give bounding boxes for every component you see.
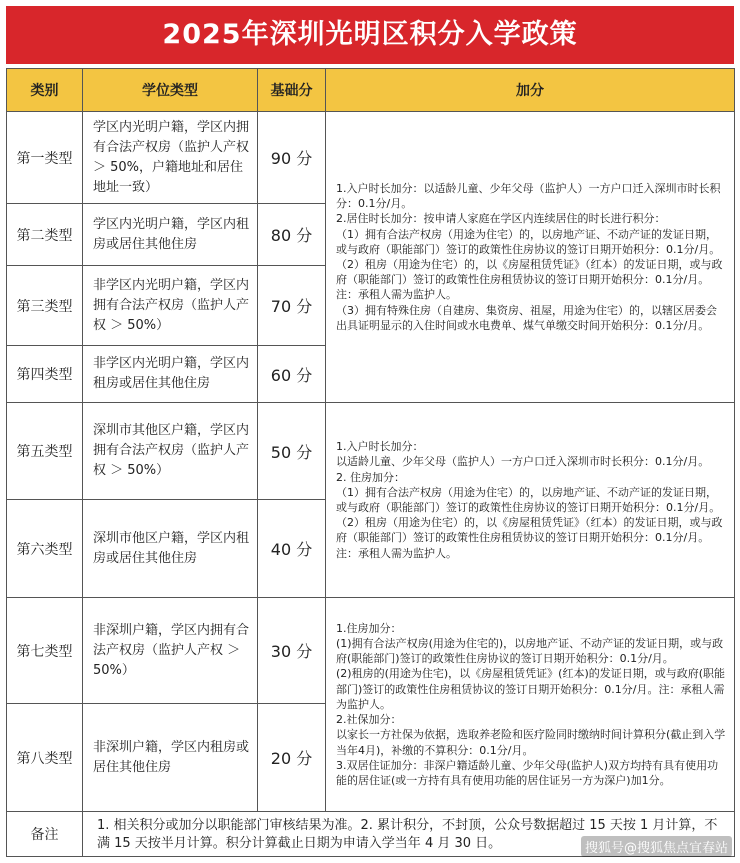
- row-degree-type: 非深圳户籍，学区内拥有合法产权房（监护人产权 ＞ 50%）: [83, 598, 258, 704]
- bonus-line: (1)拥有合法产权房(用途为住宅的)，以房地产证、不动产证的发证日期，或与政府(职能部门)签订的政策性住房协议的签订日期开始积分：0.1分/月。: [336, 637, 724, 666]
- bonus-group-3: [326, 598, 735, 812]
- note-text: 1. 相关积分或加分以职能部门审核结果为准。2. 累计积分，不封顶，公众号数据超过 15 天按 1 月计算，不满 15 天按半月计算。积分计算截止日期为申请入学当年 4 月 30 日。: [83, 812, 735, 857]
- row-category: 第五类型: [7, 403, 83, 500]
- bonus-group-1: [326, 112, 735, 403]
- row-category: 第八类型: [7, 704, 83, 812]
- bonus-line: 注：承租人需为监护人。: [336, 546, 457, 560]
- row-base-score: 30 分: [258, 598, 326, 704]
- row-category: 第二类型: [7, 204, 83, 266]
- table-header-row: [7, 69, 735, 112]
- bonus-line: 2.居住时长加分：按申请人家庭在学区内连续居住的时长进行积分：: [336, 212, 666, 226]
- bonus-line: （2）租房（用途为住宅）的，以《房屋租赁凭证》（红本）的发证日期，或与政府（职能部门）签订的政策性住房租赁协议的签订日期开始积分：0.1分/月。: [336, 516, 723, 545]
- bonus-line: （1）拥有合法产权房（用途为住宅）的，以房地产证、不动产证的发证日期，或与政府（职能部门）签订的政策性住房协议的签订日期开始积分：0.1分/月。: [336, 485, 721, 514]
- bonus-line: 1.住房加分：: [336, 621, 402, 635]
- row-base-score: 60 分: [258, 346, 326, 403]
- row-degree-type: 学区内光明户籍，学区内租房或居住其他住房: [83, 204, 258, 266]
- row-base-score: 80 分: [258, 204, 326, 266]
- table-row: [7, 403, 735, 500]
- bonus-line: （3）拥有特殊住房（自建房、集资房、祖屋，用途为住宅）的，以辖区居委会出具证明显示的入住时间或水电费单、煤气单缴交时间开始积分：0.1分/月。: [336, 303, 717, 332]
- watermark: 搜狐号@搜狐焦点宜春站: [581, 836, 732, 857]
- table-row: [7, 598, 735, 704]
- bonus-line: （2）租房（用途为住宅）的，以《房屋租赁凭证》（红本）的发证日期，或与政府（职能部门）签订的政策性住房租赁协议的签订日期开始积分：0.1分/月。: [336, 258, 723, 287]
- note-label: 备注: [7, 812, 83, 857]
- row-base-score: 20 分: [258, 704, 326, 812]
- row-degree-type: 非学区内光明户籍，学区内租房或居住其他住房: [83, 346, 258, 403]
- row-degree-type: 学区内光明户籍，学区内拥有合法产权房（监护人产权 ＞ 50%，户籍地址和居住地址一致）: [83, 112, 258, 204]
- row-degree-type: 非深圳户籍，学区内租房或居住其他住房: [83, 704, 258, 812]
- row-base-score: 40 分: [258, 500, 326, 598]
- header-category: 类别: [7, 69, 83, 112]
- bonus-line: 1.入户时长加分：以适龄儿童、少年父母（监护人）一方户口迁入深圳市时长积分：0.1分/月。: [336, 181, 721, 211]
- header-bonus: 加分: [326, 69, 735, 112]
- row-base-score: 90 分: [258, 112, 326, 204]
- bonus-line: 以适龄儿童、少年父母（监护人）一方户口迁入深圳市时长积分：0.1分/月。: [336, 455, 710, 469]
- header-base-score: 基础分: [258, 69, 326, 112]
- bonus-line: 注：承租人需为监护人。: [336, 288, 457, 302]
- bonus-line: (2)租房的(用途为住宅)，以《房屋租赁凭证》(红本)的发证日期，或与政府(职能部门)签订的政策性住房租赁协议的签订日期开始积分：0.1分/月。注：承租人需为监护人。: [336, 667, 726, 711]
- row-category: 第六类型: [7, 500, 83, 598]
- policy-table: [6, 68, 735, 857]
- bonus-group-2: [326, 403, 735, 598]
- row-category: 第三类型: [7, 266, 83, 346]
- header-degree-type: 学位类型: [83, 69, 258, 112]
- row-category: 第一类型: [7, 112, 83, 204]
- bonus-line: 以家长一方社保为依据，选取养老险和医疗险同时缴纳时间计算积分(截止到入学当年4月)，补缴的不算积分：0.1分/月。: [336, 728, 726, 757]
- bonus-line: （1）拥有合法产权房（用途为住宅）的，以房地产证、不动产证的发证日期，或与政府（职能部门）签订的政策性住房协议的签订日期开始积分：0.1分/月。: [336, 227, 721, 256]
- bonus-line: 3.双居住证加分：非深户籍适龄儿童、少年父母(监护人)双方均持有具有使用功能的居住证(或一方持有具有使用功能的居住证另一方为深户)加1分。: [336, 758, 719, 787]
- bonus-line: 2. 住房加分：: [336, 470, 405, 484]
- row-degree-type: 深圳市他区户籍，学区内租房或居住其他住房: [83, 500, 258, 598]
- row-category: 第四类型: [7, 346, 83, 403]
- row-base-score: 50 分: [258, 403, 326, 500]
- table-row: [7, 112, 735, 204]
- row-category: 第七类型: [7, 598, 83, 704]
- page-title: 2025年深圳光明区积分入学政策: [6, 6, 734, 64]
- row-base-score: 70 分: [258, 266, 326, 346]
- bonus-line: 2.社保加分：: [336, 713, 402, 727]
- row-degree-type: 深圳市其他区户籍，学区内拥有合法产权房（监护人产权 ＞ 50%）: [83, 403, 258, 500]
- row-degree-type: 非学区内光明户籍，学区内拥有合法产权房（监护人产权 ＞ 50%）: [83, 266, 258, 346]
- bonus-line: 1.入户时长加分：: [336, 440, 424, 454]
